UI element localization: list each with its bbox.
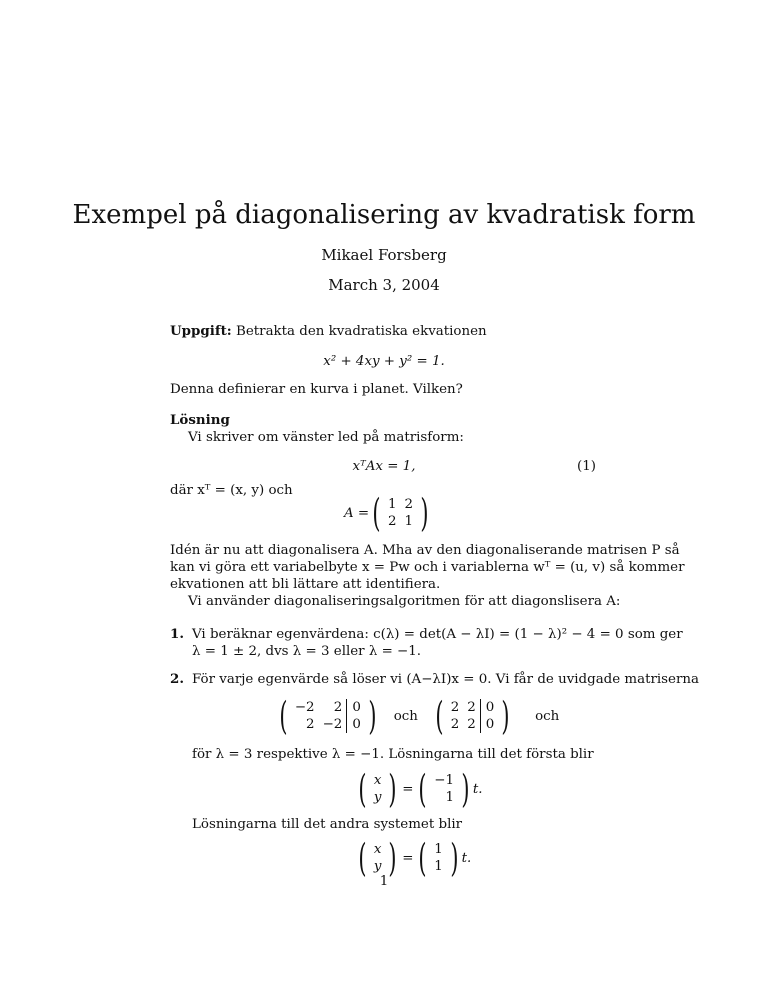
matrix-A-equation: A = ( 1 2 2 1 ) <box>344 491 429 535</box>
vector-cell: −1 <box>434 773 455 788</box>
task-equation: x² + 4xy + y² = 1. <box>323 354 445 369</box>
author-name: Mikael Forsberg <box>321 246 447 264</box>
augmented-matrix-1 <box>291 699 365 733</box>
vector-cell: 1 <box>445 790 455 805</box>
paper-title: Exempel på diagonalisering av kvadratisk form <box>72 200 696 230</box>
matrix-cell: 1 <box>387 497 397 512</box>
matrix-cell: 0 <box>347 699 365 716</box>
task-label: Uppgift: <box>170 323 232 339</box>
solution-2-equation: ( x y ) = ( 1 1 ) t. <box>358 836 472 880</box>
matrix-cell: 2 <box>333 700 343 715</box>
parameter-t: t. <box>472 781 483 797</box>
matrix-cell: 0 <box>480 699 498 716</box>
och-text: och <box>393 708 418 724</box>
solution-2-vector <box>430 841 447 875</box>
vector-xy <box>370 772 386 806</box>
solution-1-vector <box>430 772 458 806</box>
matrix-cell: 2 <box>450 700 460 715</box>
step-1-line: Vi beräknar egenvärdena: c(λ) = det(A − λI) = (1 − λ)² − 4 = 0 som ger <box>192 627 683 642</box>
vector-cell: y <box>373 859 382 874</box>
paragraph-line: kan vi göra ett variabelbyte x = Pw och i variablerna wᵀ = (u, v) så kommer <box>170 560 685 575</box>
page-number: 1 <box>379 874 389 889</box>
matrix-cell: 2 <box>306 717 315 732</box>
matrix-cell: 1 <box>404 514 414 529</box>
step-2-number: 2. <box>170 671 184 687</box>
equals-sign: = <box>402 781 414 797</box>
augmented-matrices-row: ( −2 2 0 2 −2 0 ) och ( 2 2 0 2 2 0 ) och <box>279 694 560 738</box>
paper-date: March 3, 2004 <box>328 276 440 294</box>
step-1-number: 1. <box>170 626 184 642</box>
matrix-cell: −2 <box>322 717 343 732</box>
equation-1-number: (1) <box>577 459 596 474</box>
paragraph-line: ekvationen att bli lättare att identifiera. <box>170 577 441 592</box>
augmented-matrix-2 <box>447 699 499 733</box>
task-paragraph <box>170 322 487 341</box>
matrix-A <box>384 496 417 530</box>
where-text: där xᵀ = (x, y) och <box>170 483 293 498</box>
och-text: och <box>535 708 560 724</box>
matrix-cell: −2 <box>294 700 315 715</box>
solution-1-equation: ( x y ) = ( −1 1 ) t. <box>358 767 483 811</box>
vector-xy <box>370 841 386 875</box>
solution-heading: Lösning <box>170 412 230 428</box>
task-text: Betrakta den kvadratiska ekvationen <box>236 324 487 339</box>
vector-cell: y <box>373 790 382 805</box>
vector-cell: 1 <box>434 859 443 874</box>
matrix-cell: 2 <box>387 514 397 529</box>
vector-cell: x <box>373 842 382 857</box>
paragraph-line: Idén är nu att diagonalisera A. Mha av den diagonaliserande matrisen P så <box>170 543 680 558</box>
matrix-cell: 2 <box>404 497 414 512</box>
step-2-line: för λ = 3 respektive λ = −1. Lösningarna till det första blir <box>192 747 594 762</box>
paragraph-line: Vi använder diagonaliseringsalgoritmen för att diagonslisera A: <box>188 594 621 609</box>
matrix-A-label: A = <box>344 505 370 521</box>
matrix-cell: 2 <box>467 700 476 715</box>
matrix-cell: 0 <box>480 716 498 733</box>
vector-cell: x <box>373 773 382 788</box>
step-1-line: λ = 1 ± 2, dvs λ = 3 eller λ = −1. <box>192 644 422 659</box>
vector-cell: 1 <box>434 842 443 857</box>
equation-1: xᵀAx = 1, <box>352 459 416 474</box>
task-question: Denna definierar en kurva i planet. Vilken? <box>170 382 463 397</box>
solution-intro: Vi skriver om vänster led på matrisform: <box>188 430 464 445</box>
matrix-cell: 0 <box>347 716 365 733</box>
step-2-line: Lösningarna till det andra systemet blir <box>192 817 463 832</box>
step-2-line: För varje egenvärde så löser vi (A−λI)x = 0. Vi får de uvidgade matriserna <box>192 672 699 687</box>
parameter-t: t. <box>461 850 472 866</box>
matrix-cell: 2 <box>450 717 460 732</box>
equals-sign: = <box>402 850 414 866</box>
matrix-cell: 2 <box>467 717 476 732</box>
